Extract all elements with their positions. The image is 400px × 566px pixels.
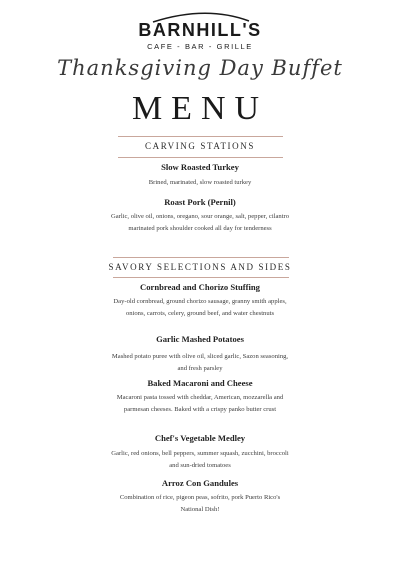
item-name: Cornbread and Chorizo Stuffing xyxy=(140,282,260,292)
section-title-carving: CARVING STATIONS xyxy=(145,141,255,151)
item-description: Mashed potato puree with olive oil, sliced garlic, Sazon seasoning, and fresh parsley xyxy=(111,353,289,372)
item-name: Arroz Con Gandules xyxy=(161,478,239,488)
section-divider xyxy=(113,257,289,258)
item-description: Day-old cornbread, ground chorizo sausage, granny smith apples, onions, carrots, celery, ground beef, and water chestnuts xyxy=(113,298,287,317)
brand-name: BARNHILL'S xyxy=(138,20,262,40)
item-description: Garlic, red onions, bell peppers, summer squash, zucchini, broccoli and sun-dried tomatoes xyxy=(111,450,289,469)
item-description: Combination of rice, pigeon peas, sofrito, pork Puerto Rico's National Dish! xyxy=(119,494,281,513)
brand-tagline: CAFE - BAR - GRILLE xyxy=(147,42,253,51)
section-title-sides: SAVORY SELECTIONS AND SIDES xyxy=(108,262,292,272)
item-name: Roast Pork (Pernil) xyxy=(164,197,236,207)
item-description: Brined, marinated, slow roasted turkey xyxy=(148,179,252,186)
item-name: Slow Roasted Turkey xyxy=(161,162,239,172)
item-description: Garlic, olive oil, onions, oregano, sour orange, salt, pepper, cilantro marinated pork shoulder cooked all day for tenderness xyxy=(110,213,290,232)
section-divider xyxy=(118,136,283,137)
event-title: Thanksgiving Day Buffet xyxy=(57,56,343,80)
item-name: Baked Macaroni and Cheese xyxy=(147,378,253,388)
item-description: Macaroni pasta tossed with cheddar, American, mozzarella and parmesan cheeses. Baked with a crispy panko butter crust xyxy=(116,394,284,413)
section-divider xyxy=(113,277,289,278)
page-title: MENU xyxy=(131,90,269,127)
section-divider xyxy=(118,157,283,158)
item-name: Chef's Vegetable Medley xyxy=(154,433,246,443)
item-name: Garlic Mashed Potatoes xyxy=(156,334,244,344)
